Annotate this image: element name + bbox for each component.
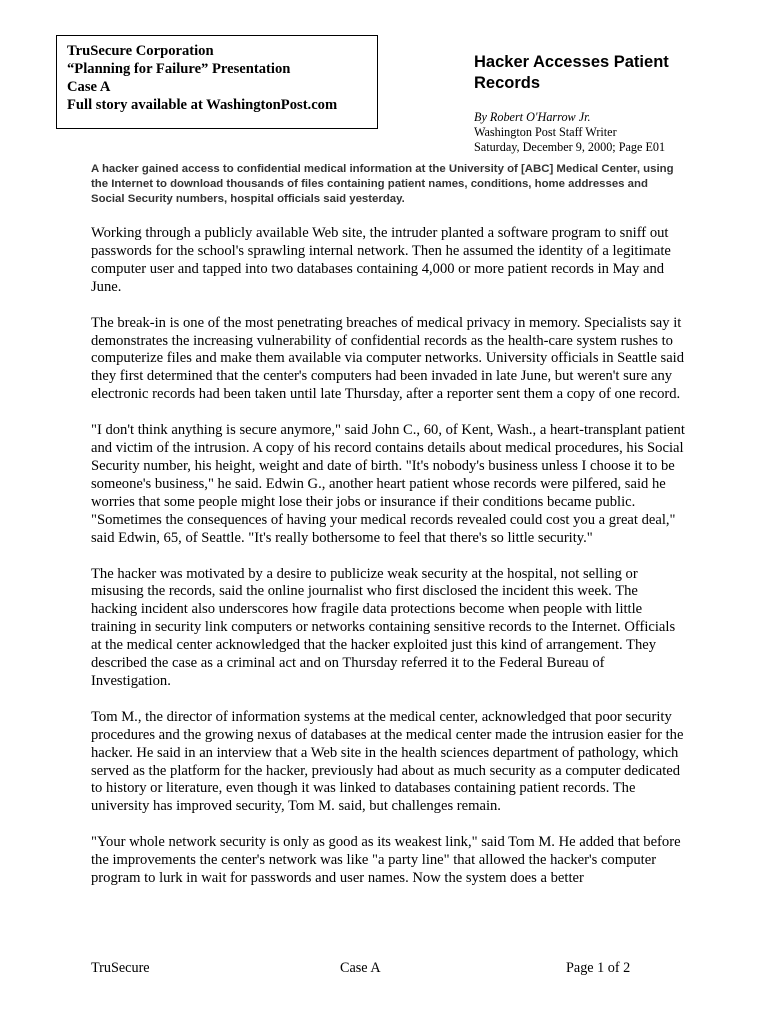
body-paragraph: "I don't think anything is secure anymore," said John C., 60, of Kent, Wash., a heart-transplant patient and victim of the intrusion. A copy of his record contains details about medical procedures, his Social Security number, his height, weight and date of birth. "It's nobody's business unless I choose it to be someone's business," he said. Edwin G., another heart patient whose records were pilfered, said he worries that some people might lose their jobs or insurance if their conditions became public. "Sometimes the consequences of having your medical records revealed could cost you a great deal," said Edwin, 65, of Seattle. "It's really bothersome to feel that there's so little security." bbox=[91, 422, 685, 546]
body-paragraph: Tom M., the director of information systems at the medical center, acknowledged that poor security procedures and the growing nexus of databases at the medical center made the intrusion easier for the hacker. He said in an interview that a Web site in the health sciences department of pathology, which served as the platform for the hacker, previously had about as much security as a computer dedicated to history or literature, even though it was linked to databases containing patient records. The university has improved security, Tom M. said, but challenges remain. bbox=[91, 708, 684, 815]
footer-company: TruSecure bbox=[91, 960, 150, 976]
article-body bbox=[91, 225, 686, 906]
author-byline: By Robert O'Harrow Jr. bbox=[474, 110, 591, 124]
lead-paragraph: A hacker gained access to confidential medical information at the University of [ABC] Medical Center, using the Internet to download thousands of files containing patient names, conditions, home addresses and Social Security numbers, hospital officials said yesterday. bbox=[91, 163, 674, 205]
case-label: Case A bbox=[67, 79, 111, 95]
body-paragraph: "Your whole network security is only as good as its weakest link," said Tom M. He added that before the improvements the center's network was like "a party line" that allowed the hacker's computer program to lurk in wait for passwords and user names. Now the system does a better bbox=[91, 834, 681, 887]
body-paragraph: The break-in is one of the most penetrating breaches of medical privacy in memory. Specialists say it demonstrates the increasing vulnerability of confidential records as the health-care system rushes to computerize files and make them available via computer networks. University officials in Seattle said they first determined that the center's computers had been invaded in late June, but weren't sure any electronic records had been taken until late Thursday, after a reporter sent them a copy of one record. bbox=[91, 314, 685, 403]
body-paragraph: Working through a publicly available Web site, the intruder planted a software program to sniff out passwords for the school's sprawling internal network. Then he assumed the identity of a legitimate computer user and tapped into two databases containing 4,000 or more patient records in May and June. bbox=[91, 225, 671, 295]
article-headline: Hacker Accesses Patient Records bbox=[474, 53, 669, 92]
presentation-title: “Planning for Failure” Presentation bbox=[67, 61, 291, 77]
byline-block bbox=[474, 110, 665, 155]
body-paragraph: The hacker was motivated by a desire to publicize weak security at the hospital, not selling or misusing the records, said the online journalist who first disclosed the incident this week. The hacking incident also underscores how fragile data protections become when people with little training in security link computers or networks containing sensitive records to the Internet. Officials at the medical center acknowledged that the hacker exploited just this kind of arrangement. They described the case as a criminal act and on Thursday referred it to the Federal Bureau of Investigation. bbox=[91, 565, 676, 689]
article-dateline: Saturday, December 9, 2000; Page E01 bbox=[474, 140, 666, 154]
company-name: TruSecure Corporation bbox=[67, 43, 214, 59]
source-note: Full story available at WashingtonPost.com bbox=[67, 97, 338, 113]
author-role: Washington Post Staff Writer bbox=[474, 125, 617, 139]
case-header-box bbox=[56, 35, 378, 129]
footer-case: Case A bbox=[340, 960, 381, 976]
footer-page-number: Page 1 of 2 bbox=[566, 960, 631, 976]
